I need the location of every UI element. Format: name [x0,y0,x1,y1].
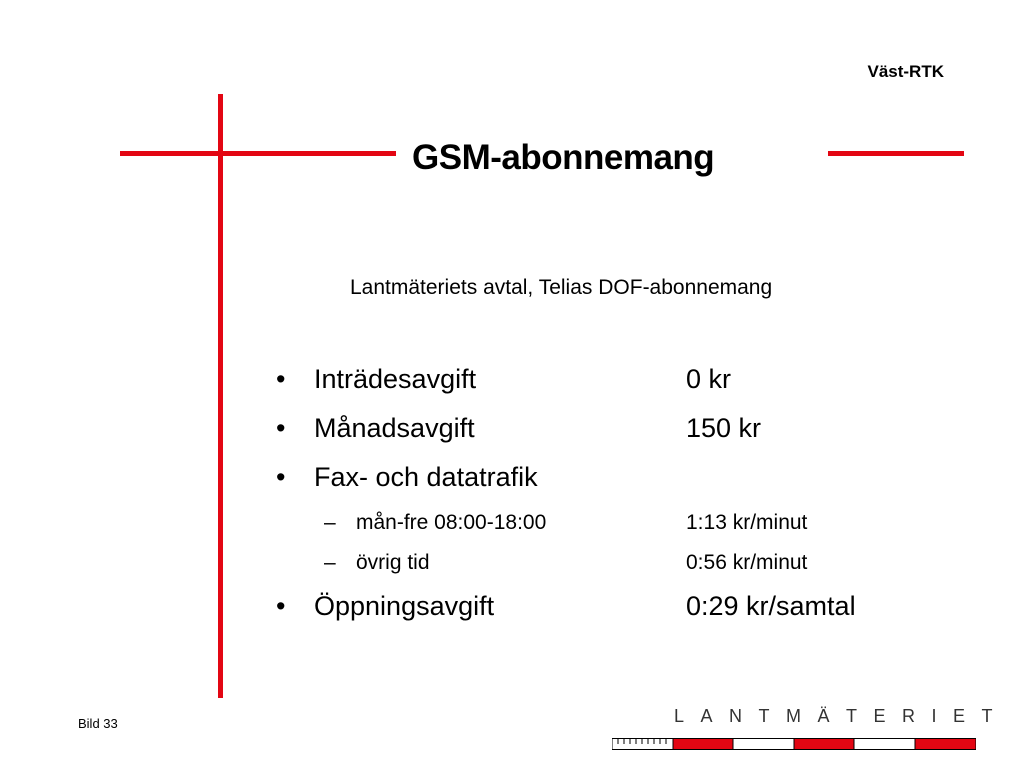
bullet-icon: • [276,364,286,394]
dash-icon: – [324,511,336,534]
item-label: Fax- och datatrafik [314,462,538,492]
sub-list-item [268,551,968,591]
page-number: Bild 33 [78,716,118,731]
item-value: 1:13 kr/minut [686,511,808,534]
list-item [268,591,968,640]
header-tag: Väst-RTK [867,62,944,81]
bullet-icon: • [276,413,286,443]
item-value: 0 kr [686,364,732,394]
red-horizontal-line-left [120,151,396,156]
item-value: 150 kr [686,413,762,443]
bullet-icon: • [276,462,286,492]
list-item [268,413,968,462]
slide-subtitle: Lantmäteriets avtal, Telias DOF-abonnemang [350,276,773,299]
slide-title: GSM-abonnemang [412,138,715,177]
item-label: övrig tid [356,551,430,574]
item-label: Inträdesavgift [314,364,477,394]
red-horizontal-line-right [828,151,964,156]
scale-bar-icon [612,738,976,750]
item-label: mån-fre 08:00-18:00 [356,511,547,534]
lantmateriet-logo [612,704,1010,750]
red-vertical-line [218,94,223,698]
item-label: Öppningsavgift [314,591,495,621]
list-item [268,462,968,511]
item-value: 0:56 kr/minut [686,551,808,574]
bullet-list [268,364,968,640]
item-label: Månadsavgift [314,413,475,443]
bullet-icon: • [276,591,286,621]
item-value: 0:29 kr/samtal [686,591,856,621]
sub-list-item [268,511,968,551]
logo-text: LANTMÄTERIET [674,706,1010,726]
list-item [268,364,968,413]
dash-icon: – [324,551,336,574]
